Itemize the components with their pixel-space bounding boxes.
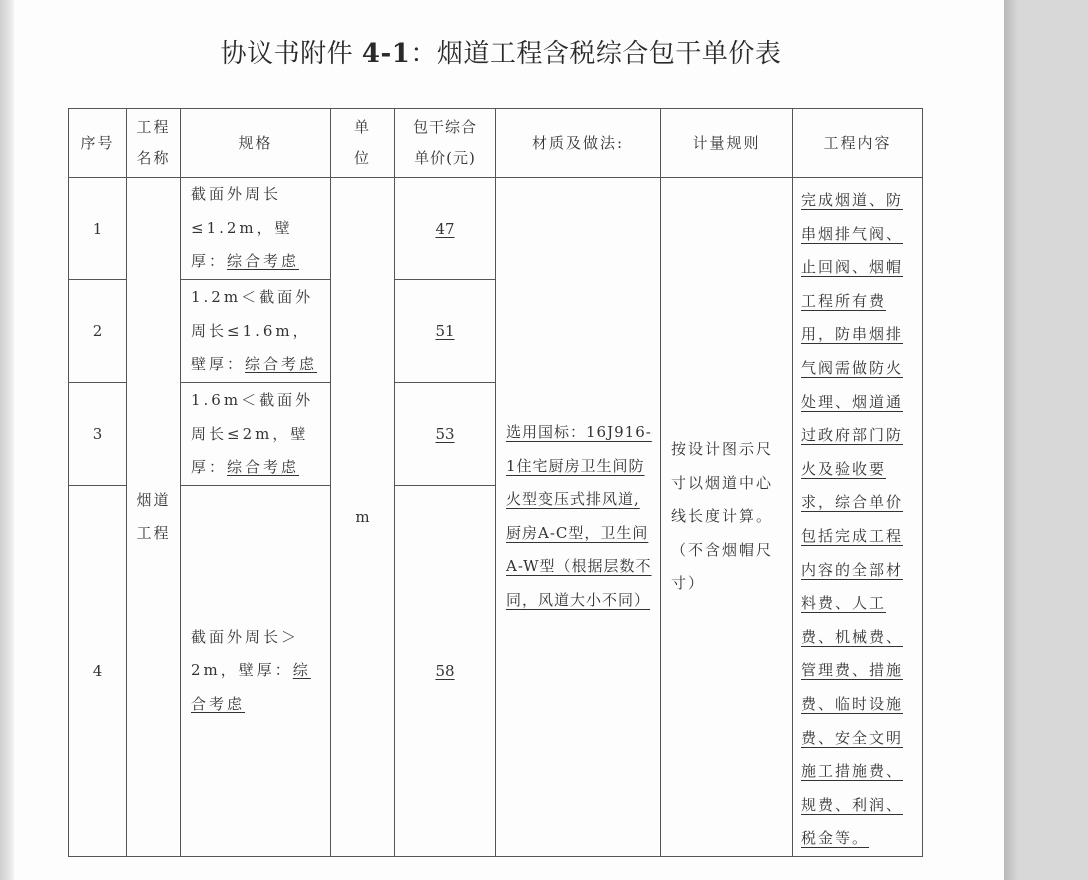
price-cell [395,280,496,383]
measure-rule-cell: 按设计图示尺寸以烟道中心线长度计算。（不含烟帽尺寸） [661,178,793,857]
row-index: 2 [69,280,127,383]
spec-underlined-text: 综合考虑 [227,252,300,271]
price-cell [395,178,496,280]
header-row [69,109,923,178]
project-name-line2: 工程 [136,523,171,542]
row-index: 1 [69,178,127,280]
spec-cell [181,486,331,857]
project-name-cell [127,178,181,857]
work-content-text: 完成烟道、防串烟排气阀、止回阀、烟帽工程所有费用，防串烟排气阀需做防火处理、烟道通过政府部门防火及验收要求，综合单价包括完成工程内容的全部材料费、人工费、机械费、管理费、措施费、临时设施费、安全文明施工措施费、规费、利润、税金等。 [801,191,904,848]
spec-underlined-text: 综合考虑 [227,458,300,477]
header-work-content: 工程内容 [793,109,923,178]
header-index: 序号 [69,109,127,178]
header-spec: 规格 [181,109,331,178]
spec-text: 截面外周长＞2m，壁厚： [191,627,300,680]
material-cell [496,178,661,857]
header-price-line2: 单价(元) [414,149,476,167]
spec-underlined-text: 综合考虑 [191,661,311,713]
spec-text: 1.6m＜截面外周长≤2m，壁厚： [191,391,314,477]
title-number: 4-1 [361,39,411,69]
header-project-name-line2: 名称 [136,149,171,167]
price-cell [395,486,496,857]
price-value: 51 [435,322,455,341]
table-row [69,178,923,280]
spec-text: 截面外周长≤1.2m，壁厚： [191,185,293,271]
viewer-right-background [1004,0,1018,880]
spec-cell [181,383,331,486]
project-name-line1: 烟道 [136,490,171,509]
header-project-name-line1: 工程 [136,118,171,136]
header-measure-rule: 计量规则 [661,109,793,178]
price-value: 58 [435,662,455,681]
title-suffix: ：烟道工程含税综合包干单价表 [410,39,782,69]
price-cell [395,383,496,486]
price-value: 47 [435,219,455,238]
header-price-line1: 包干综合 [412,118,477,136]
spec-cell [181,280,331,383]
spec-cell [181,178,331,280]
material-text: 选用国标：16J916-1住宅厨房卫生间防火型变压式排风道,厨房A-C型，卫生间A-W型（根据层数不同，风道大小不同） [506,423,652,609]
header-unit [331,109,395,178]
viewer-left-gutter [0,0,14,880]
work-content-cell [793,178,923,857]
price-value: 53 [435,425,455,444]
header-material: 材质及做法: [496,109,661,178]
header-project-name [127,109,181,178]
row-index: 3 [69,383,127,486]
price-table [68,108,923,857]
title-prefix: 协议书附件 [220,39,362,69]
header-price [395,109,496,178]
spec-underlined-text: 综合考虑 [245,355,318,374]
unit-cell: m [331,178,395,857]
header-unit-line2: 位 [353,149,371,167]
page-title [0,33,1002,70]
row-index: 4 [69,486,127,857]
header-unit-line1: 单 [353,118,371,136]
spec-text: 1.2m＜截面外周长≤1.6m，壁厚： [191,288,314,374]
